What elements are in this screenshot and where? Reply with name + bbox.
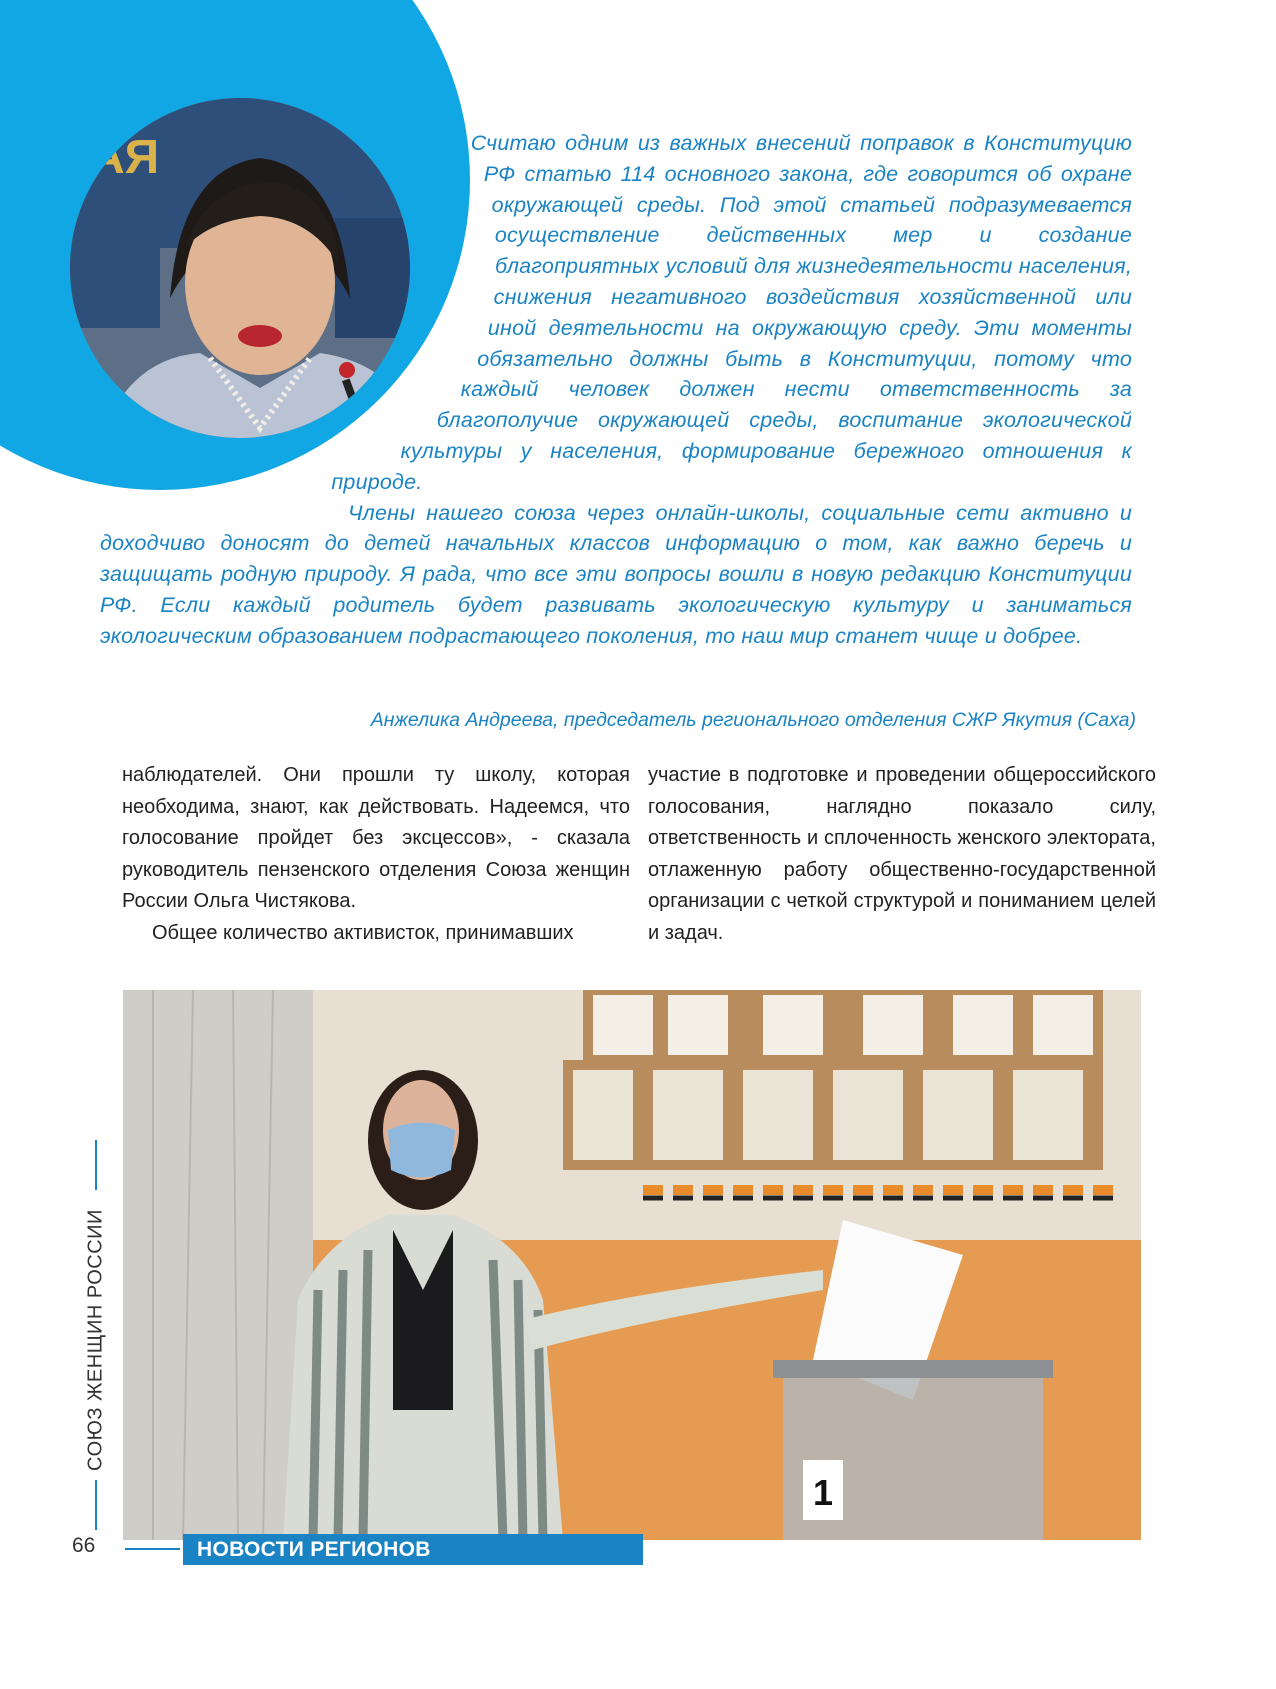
- svg-text:АЯ: АЯ: [90, 131, 160, 184]
- article-paragraph: Общее количество активисток, принимавших: [152, 921, 574, 944]
- publication-side-label: [76, 1140, 116, 1530]
- article-paragraph: участие в подготовке и проведении общероссийского голосования, наглядно показало силу, ответственность и сплоченность женского электората, отлаженную работу общественно-государственной организации с четкой структурой и пониманием целей и задач.: [648, 764, 1156, 944]
- page-number: 66: [72, 1534, 96, 1557]
- voting-photo: [123, 990, 1141, 1540]
- pull-quote: [100, 128, 1132, 652]
- side-rule-bottom: [95, 1480, 97, 1530]
- ballot-box-number: 1: [812, 1472, 834, 1513]
- quote-paragraph-2: Члены нашего союза через онлайн-школы, социальные сети активно и доходчиво доносят до детей начальных классов информацию о том, как важно беречь и защищать родную природу. Я рада, что все эти вопросы вошли в новую редакцию Конституции РФ. Если каждый родитель будет развивать экологическую культуру и заниматься экологическим образованием подрастающего поколения, то наш мир станет чище и добрее.: [100, 500, 1132, 648]
- article-column-2: [648, 760, 1156, 950]
- publication-name: СОЮЗ ЖЕНЩИН РОССИИ: [84, 1209, 107, 1471]
- section-title: НОВОСТИ РЕГИОНОВ: [183, 1534, 643, 1565]
- footer-rule: [125, 1548, 180, 1550]
- article-paragraph: наблюдателей. Они прошли ту школу, которая необходима, знают, как действовать. Надеемся, что голосование пройдет без эксцессов», - сказала руководитель пензенского отделения Союза женщин России Ольга Чистякова.: [122, 764, 630, 913]
- quote-attribution: Анжелика Андреева, председатель регионального отделения СЖР Якутия (Саха): [370, 709, 1136, 731]
- side-rule-top: [95, 1140, 97, 1190]
- quote-paragraph-1: Считаю одним из важных внесений поправок в Конституцию РФ статью 114 основного закона, где говорится об охране окружающей среды. Под этой статьей подразумевается осуществление действенных мер и создание благоприятных условий для жизнедеятельности населения, снижения негативного воздействия хозяйственной или иной деятельности на окружающую среду. Эти моменты обязательно должны быть в Конституции, потому что каждый человек должен нести ответственность за благополучие окружающей среды, воспитание экологической культуры у населения, формирование бережного отношения к природе.: [331, 131, 1132, 494]
- article-column-1: [122, 760, 630, 950]
